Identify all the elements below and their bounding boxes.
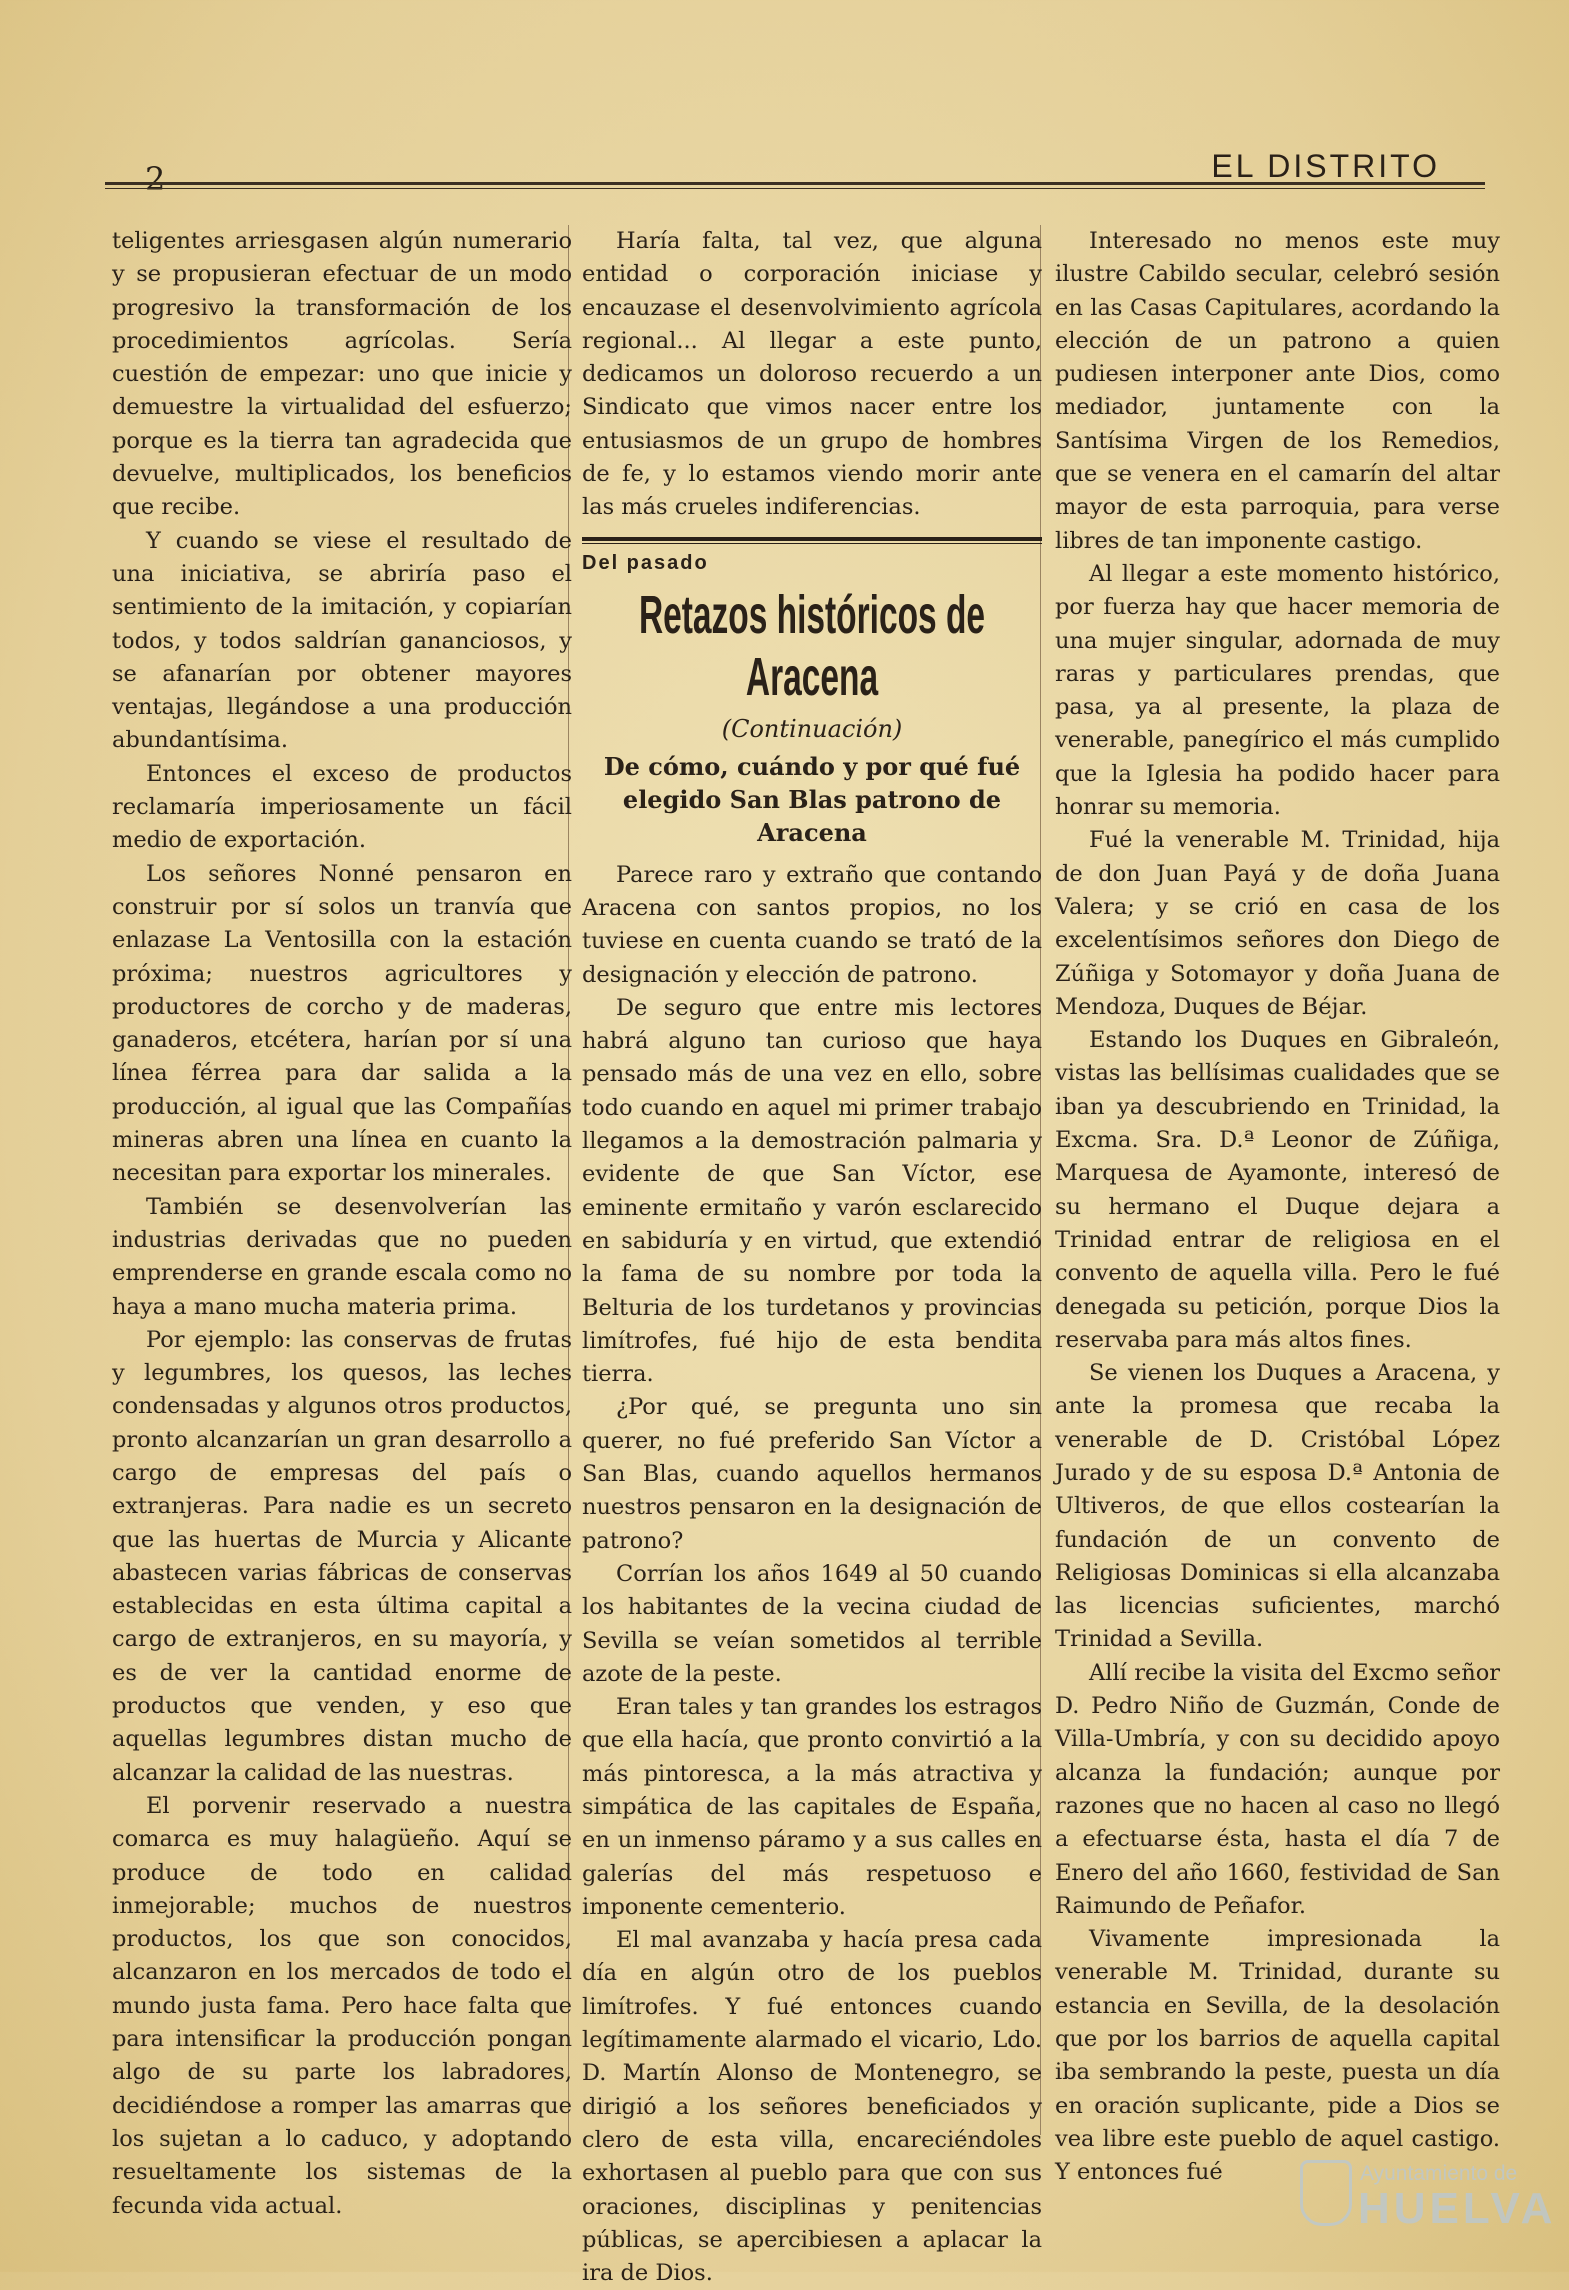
paragraph: Parece raro y extraño que contando Aracena con santos propios, no los tuviese en cuenta cuando se trató de la designación y elección de patrono. xyxy=(582,861,1042,988)
paragraph: Los señores Nonné pensaron en construir por sí solos un tranvía que enlazase La Ventosilla con la estación próxima; nuestros agricultores y productores de corcho y de maderas, ganaderos, etcétera, harían por sí una línea férrea para dar salida a la producción, al igual que las Compañías mineras abren una línea en cuanto la necesitan para exportar los minerales. xyxy=(112,860,572,1187)
continuation-label: (Continuación) xyxy=(721,714,903,743)
paragraph: Allí recibe la visita del Excmo señor D. Pedro Niño de Guzmán, Conde de Villa-Umbría, y con su decidido apoyo alcanza la fundación; aunque por razones que no hacen al caso no llegó a efectuarse ésta, hasta el día 7 de Enero del año 1660, festividad de San Raimundo de Peñafor. xyxy=(1055,1659,1500,1919)
paragraph: Corrían los años 1649 al 50 cuando los habitantes de la vecina ciudad de Sevilla se veían sometidos al terrible azote de la peste. xyxy=(582,1560,1042,1687)
paragraph: Se vienen los Duques a Aracena, y ante la promesa que recaba la venerable de D. Cristóbal López Jurado y de su esposa D.ª Antonia de Ultiveros, de que ellos costearían la fundación de un convento de Religiosas Dominicas si ella alcanzaba las licencias suficientes, marchó Trinidad a Sevilla. xyxy=(1055,1360,1500,1653)
paragraph: teligentes arriesgasen algún numerario y se propusieran efectuar de un modo progresivo la transformación de los procedimientos agrícolas. Sería cuestión de empezar: uno que inicie y demuestre la virtualidad del esfuerzo; porque es la tierra tan agradecida que devuelve, multiplicados, los beneficios que recibe. xyxy=(112,228,572,521)
newspaper-name: EL DISTRITO xyxy=(1211,148,1440,184)
coat-of-arms-icon xyxy=(1300,2160,1352,2226)
article-title: Retazos históricos de Aracena xyxy=(638,584,986,707)
article-subtitle: De cómo, cuándo y por qué fué elegido San Blas patrono de Aracena xyxy=(603,751,1021,847)
paragraph: También se desenvolverían las industrias derivadas que no pueden emprenderse en grande escala como no haya a mano mucha materia prima. xyxy=(112,1193,572,1320)
paragraph: ¿Por qué, se pregunta uno sin querer, no fué preferido San Víctor a San Blas, cuando aquellos hermanos nuestros pensaron en la designación de patrono? xyxy=(582,1394,1042,1554)
paragraph: Eran tales y tan grandes los estragos que ella hacía, que pronto convirtió a la más pintoresca, a la más atractiva y simpática de las capitales de España, en un inmenso páramo y a sus calles en galerías del más respetuoso e imponente cementerio. xyxy=(582,1694,1042,1920)
page-number: 2 xyxy=(145,160,166,198)
paragraph: Vivamente impresionada la venerable M. Trinidad, durante su estancia en Sevilla, de la desolación que por los barrios de aquella capital iba sembrando la peste, puesta un día en oración suplicante, pide a Dios se vea libre este pueblo de aquel castigo. Y entonces fué xyxy=(1055,1926,1500,2186)
paragraph: Entonces el exceso de productos reclamaría imperiosamente un fácil medio de exportación. xyxy=(112,760,572,854)
page-header xyxy=(105,140,1485,198)
paragraph: Interesado no menos este muy ilustre Cabildo secular, celebró sesión en las Casas Capitulares, acordando la elección de un patrono a quien pudiesen interponer ante Dios, como mediador, juntamente con la Santísima Virgen de los Remedios, que se venera en el camarín del altar mayor de esta parroquia, para verse libres de tan imponente castigo. xyxy=(1055,228,1500,554)
column-3 xyxy=(1055,225,1500,2190)
paragraph: Haría falta, tal vez, que alguna entidad o corporación iniciase y encauzase el desenvolvimiento agrícola regional... Al llegar a este punto, dedicamos un doloroso recuerdo a un Sindicato que vimos nacer entre los entusiasmos de un grupo de hombres de fe, y lo estamos viendo morir ante las más crueles indiferencias. xyxy=(582,228,1042,521)
paragraph: Y cuando se viese el resultado de una iniciativa, se abriría paso el sentimiento de la imitación, y copiarían todos, y todos saldrían gananciosos, y se afanarían por obtener mayores ventajas, llegándose a una producción abundantísima. xyxy=(112,527,572,754)
paragraph: De seguro que entre mis lectores habrá alguno tan curioso que haya pensado más de una vez en ello, sobre todo cuando en aquel mi primer trabajo llegamos a la demostración palmaria y evidente de que San Víctor, ese eminente ermitaño y varón esclarecido en sabiduría y en virtud, que extendió la fama de su nombre por toda la Belturia de los turdetanos y provincias limítrofes, fué hijo de esta bendita tierra. xyxy=(582,994,1042,1388)
column-1 xyxy=(112,225,572,2223)
section-label: Del pasado xyxy=(582,551,709,574)
archive-watermark xyxy=(1300,2150,1557,2240)
watermark-line2: HUELVA xyxy=(1358,2184,1557,2233)
paragraph: Estando los Duques en Gibraleón, vistas las bellísimas cualidades que se iban ya descubriendo en Trinidad, la Excma. Sra. D.ª Leonor de Zúñiga, Marquesa de Ayamonte, interesó de su hermano el Duque dejara a Trinidad entrar de religiosa en el convento de aquella villa. Pero le fué denegada su petición, porque Dios la reservaba para más altos fines. xyxy=(1055,1027,1500,1353)
paragraph: El porvenir reservado a nuestra comarca es muy halagüeño. Aquí se produce de todo en calidad inmejorable; muchos de nuestros productos, los que son conocidos, alcanzaron en los mercados de todo el mundo justa fama. Pero hace falta que para intensificar la producción pongan algo de su parte los labradores, decidiéndose a romper las amarras que los sujetan a lo caduco, y adoptando resueltamente los sistemas de la fecunda vida actual. xyxy=(112,1792,572,2219)
header-rule xyxy=(105,182,1485,189)
paragraph: El mal avanzaba y hacía presa cada día en algún otro de los pueblos limítrofes. Y fué entonces cuando legítimamente alarmado el vicario, Ldo. D. Martín Alonso de Montenegro, se dirigió a los señores beneficiados y clero de esta villa, encareciéndoles exhortasen al pueblo para que con sus oraciones, disciplinas y penitencias públicas, se apercibiesen a aplacar la ira de Dios. xyxy=(582,1927,1042,2287)
paragraph: Al llegar a este momento histórico, por fuerza hay que hacer memoria de una mujer singular, adornada de muy raras y particulares prendas, que pasa, ya al presente, la plaza de venerable, panegírico el más cumplido que la Iglesia ha podido hacer para honrar su memoria. xyxy=(1055,560,1500,821)
paragraph: Fué la venerable M. Trinidad, hija de don Juan Payá y de doña Juana Valera; y se crió en casa de los excelentísimos señores don Diego de Zúñiga y Sotomayor y doña Juana de Mendoza, Duques de Béjar. xyxy=(1055,827,1500,1020)
paragraph: Por ejemplo: las conservas de frutas y legumbres, los quesos, las leches condensadas y algunos otros productos, pronto alcanzarían un gran desarrollo a cargo de empresas del país o extranjeras. Para nadie es un secreto que las huertas de Murcia y Alicante abastecen varias fábricas de conservas establecidas en esta última capital a cargo de extranjeros, en su mayoría, y es de ver la cantidad enorme de productos que venden, y eso que aquellas legumbres distan mucho de alcanzar la calidad de las nuestras. xyxy=(112,1326,572,1786)
section-separator xyxy=(582,537,1042,544)
watermark-line1: Ayuntamiento de xyxy=(1360,2162,1518,2185)
column-2 xyxy=(582,225,1042,2290)
